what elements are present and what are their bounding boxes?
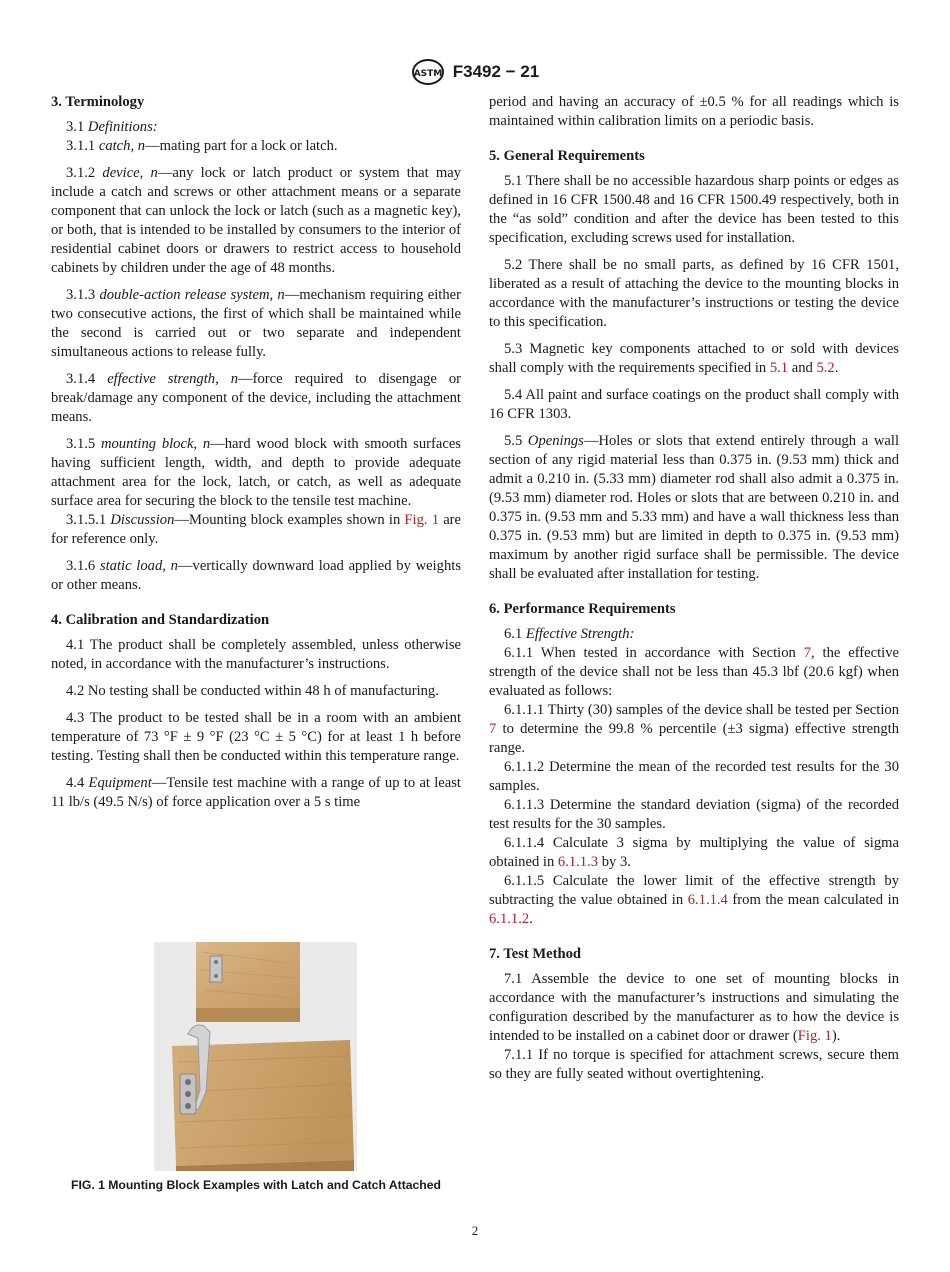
mounting-block-photo-icon [154,942,357,1171]
para-3-1-2: 3.1.2 device, n—any lock or latch product or system that may include a catch and screws or other attachment means or a separate component that can unlock the lock or latch (such as a magnetic key), or both, that is intended to be installed by consumers to the interior of residential cabinet doors or drawers to restrict access to household cabinets by children under the age of 48 months. [51,165,462,276]
section-4-title: 4. Calibration and Standardization [51,612,270,628]
page-number: 2 [471,1223,479,1238]
para-5-3: 5.3 Magnetic key components attached to or sold with devices shall comply with the requirements specified in 5.1 and 5.2. [489,341,899,376]
figure-1-caption: FIG. 1 Mounting Block Examples with Latch and Catch Attached [71,1178,441,1192]
page-header [0,58,950,86]
section-6-title: 6. Performance Requirements [489,601,676,617]
left-column [51,93,461,812]
para-3-1-3: 3.1.3 double-action release system, n—mechanism requiring either two consecutive actions, the first of which shall be maintained while the second is carried out or two separate and independent simultaneous actions to release fully. [51,287,461,360]
para-5-4: 5.4 All paint and surface coatings on the product shall comply with 16 CFR 1303. [489,387,899,422]
para-4-2: 4.2 No testing shall be conducted within 48 h of manufacturing. [66,683,439,699]
para-4-4-continued: period and having an accuracy of ±0.5 % for all readings which is maintained within calibration limits on a periodic basis. [489,94,899,129]
ref-6-1-1-2-link[interactable]: 6.1.1.2 [489,911,530,927]
section-7-title: 7. Test Method [489,946,582,962]
para-6-1-1-2: 6.1.1.2 Determine the mean of the recorded test results for the 30 samples. [489,759,899,794]
ref-6-1-1-3-link[interactable]: 6.1.1.3 [557,854,599,870]
para-6-1: 6.1 Effective Strength: [504,626,635,642]
para-3-1-5: 3.1.5 mounting block, n—hard wood block with smooth surfaces having sufficient length, width, and depth to provide adequate attachment area for the lock, latch, or catch, as well as adequate surface area for securing the block to the tensile test machine. [51,436,461,509]
para-5-2: 5.2 There shall be no small parts, as defined by 16 CFR 1501, liberated as a result of attaching the device to the mounting blocks in accordance with the manufacturer’s instructions or testing the device to this specification. [489,257,899,330]
ref-5-2-link[interactable]: 5.2 [816,360,835,376]
section-5-title: 5. General Requirements [489,148,645,164]
ref-section-7-link[interactable]: 7 [803,645,811,661]
para-5-5: 5.5 Openings—Holes or slots that extend entirely through a wall section of any rigid material less than 0.375 in. (9.53 mm) thick and admit a 0.210 in. (5.33 mm) diameter rod shall also admit a 0.375 in. (9.53 mm) diameter rod. Holes or slots that are between 0.210 in. and 0.375 in. (9.53 mm and 5.33 mm) and have a wall thickness less than 0.375 in. (9.53 mm) but are limited in depth to 0.375 in. (9.53 mm) maximum by another rigid surface shall be permissible. The device shall be evaluated after installation for testing. [489,433,899,582]
para-6-1-1: 6.1.1 When tested in accordance with Section 7, the effective strength of the device shall not be less than 45.3 lbf (20.6 kgf) when evaluated as follows: [489,645,899,699]
para-6-1-1-5: 6.1.1.5 Calculate the lower limit of the effective strength by subtracting the value obtained in 6.1.1.4 from the mean calculated in 6.1.1.2. [489,873,899,927]
para-5-1: 5.1 There shall be no accessible hazardous sharp points or edges as defined in 16 CFR 1500.48 and 16 CFR 1500.49 respectively, both in the “as sold” condition and after the device has been tested to this specification, excluding screws used for installation. [489,173,899,246]
fig-1-link-2[interactable]: Fig. 1 [797,1028,832,1044]
para-3-1: 3.1 Definitions: [66,119,158,135]
para-3-1-4: 3.1.4 effective strength, n—force required to disengage or break/damage any component of the device, including the attachment means. [51,371,462,425]
figure-1-photo [154,942,357,1171]
para-3-1-1: 3.1.1 catch, n—mating part for a lock or latch. [66,138,338,154]
fig-1-link[interactable]: Fig. 1 [404,512,440,528]
para-3-1-5-1: 3.1.5.1 Discussion—Mounting block examples shown in Fig. 1 are for reference only. [51,512,462,547]
document-code: F3492 − 21 [452,62,540,81]
para-4-4: 4.4 Equipment—Tensile test machine with a range of up to at least 11 lb/s (49.5 N/s) of force application over a 5 s time [51,775,461,810]
para-4-3: 4.3 The product to be tested shall be in a room with an ambient temperature of 73 °F ± 9 °F (23 °C ± 5 °C) for at least 1 h before testing. Testing shall then be conducted within this temperature range. [51,710,461,764]
para-6-1-1-1: 6.1.1.1 Thirty (30) samples of the device shall be tested per Section 7 to determine the 99.8 % percentile (±3 sigma) effective strength range. [489,702,899,756]
para-7-1-1: 7.1.1 If no torque is specified for attachment screws, secure them so they are fully seated without overtightening. [489,1047,899,1082]
para-7-1: 7.1 Assemble the device to one set of mounting blocks in accordance with the manufacturer’s instructions and simulating the configuration described by the manufacturer as to how the device is intended to be installed on a cabinet door or drawer (Fig. 1). [489,971,899,1044]
ref-section-7-link-2[interactable]: 7 [489,721,497,737]
ref-6-1-1-4-link[interactable]: 6.1.1.4 [687,892,728,908]
svg-text:ASTM: ASTM [413,69,443,79]
para-6-1-1-3: 6.1.1.3 Determine the standard deviation (sigma) of the recorded test results for the 30 samples. [489,797,899,832]
right-column [489,93,899,1084]
ref-5-1-link[interactable]: 5.1 [769,360,789,376]
para-4-1: 4.1 The product shall be completely assembled, unless otherwise noted, in accordance with the manufacturer’s instructions. [51,637,461,672]
para-3-1-6: 3.1.6 static load, n—vertically downward load applied by weights or other means. [51,558,462,593]
astm-logo-icon [411,58,445,86]
para-6-1-1-4: 6.1.1.4 Calculate 3 sigma by multiplying the value of sigma obtained in 6.1.1.3 by 3. [489,835,899,870]
section-3-title: 3. Terminology [51,94,145,110]
